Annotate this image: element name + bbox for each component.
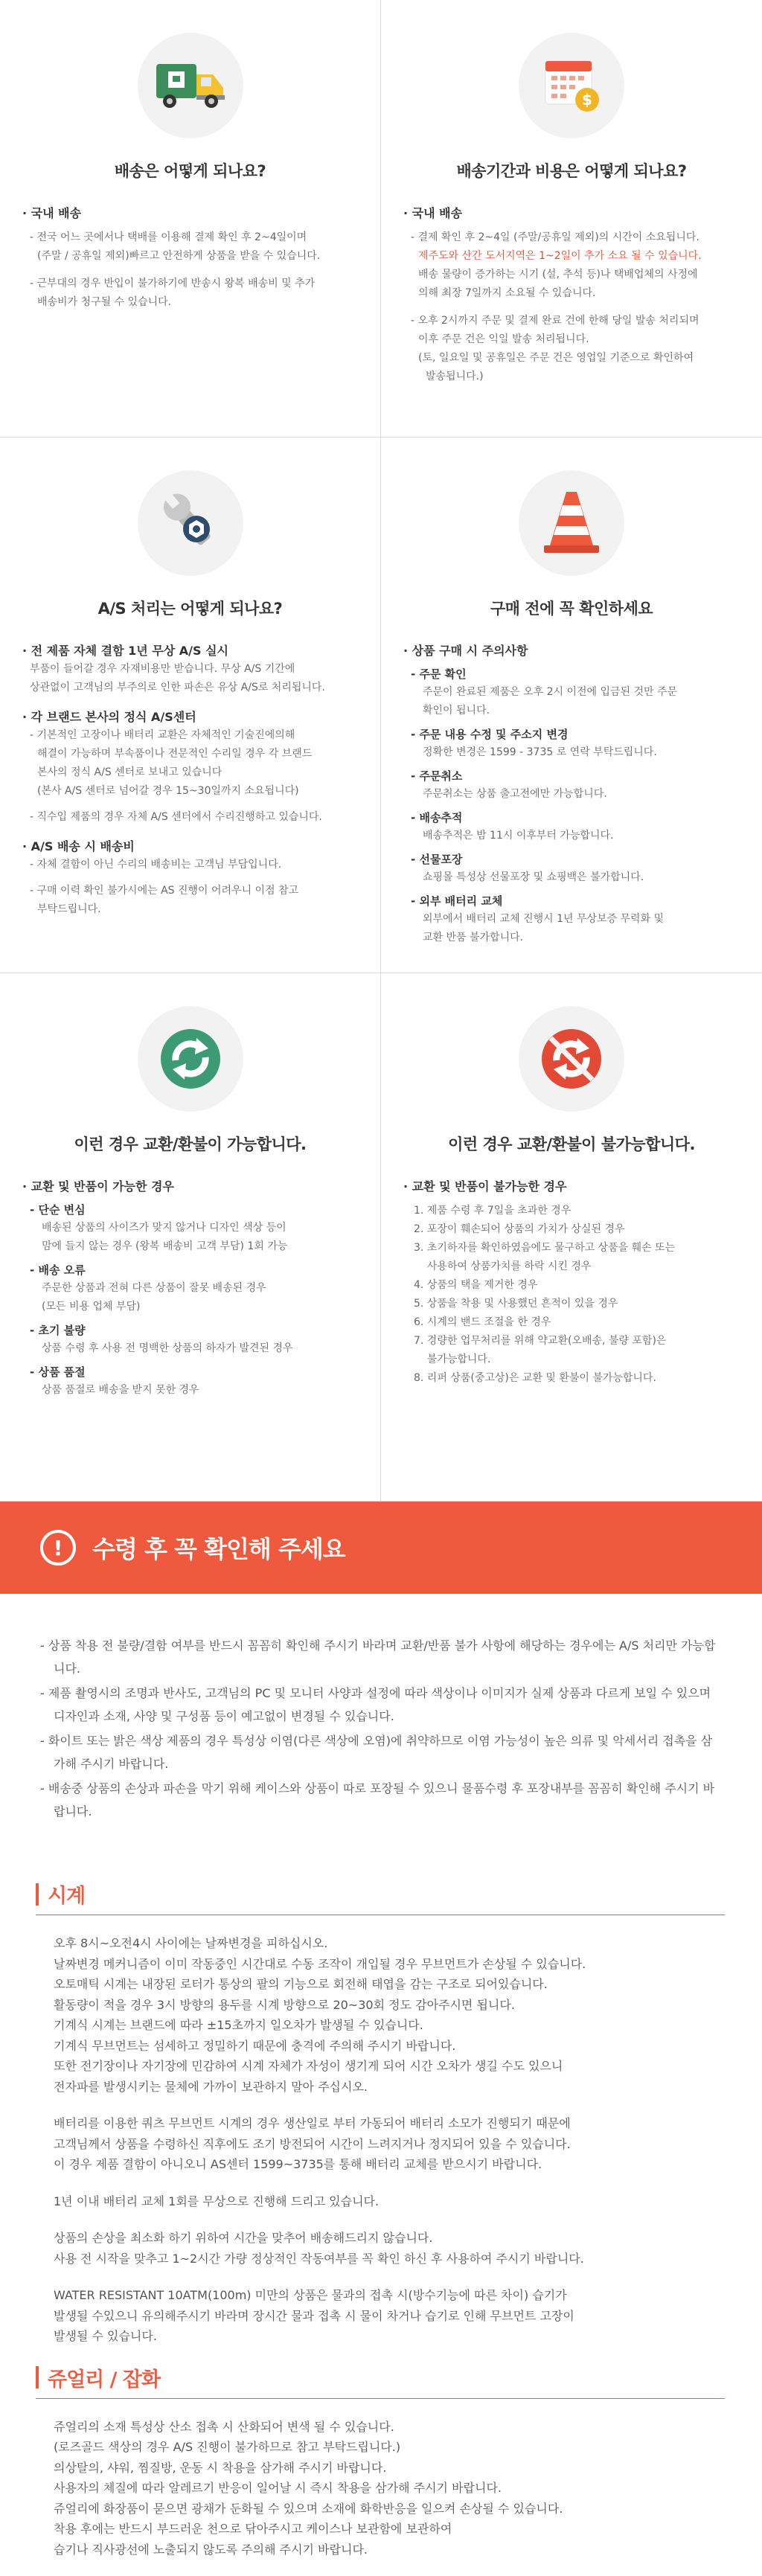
exchange-ok-sub-body (22, 1279, 358, 1316)
exchange-ok-line: 배송된 상품의 사이즈가 맞지 않거나 디자인 색상 등이 (42, 1222, 286, 1234)
watch-section-header (36, 1880, 725, 1915)
notice-item: - 상품 착용 전 불량/결함 여부를 반드시 꼼꼼히 확인해 주시기 바라며 교환/반품 불가 사항에 해당하는 경우에는 A/S 처리만 가능합니다. (40, 1638, 716, 1676)
period-section-title: · 국내 배송 (403, 206, 463, 220)
exchange-ok-line: (모든 비용 업체 부담) (42, 1301, 141, 1313)
exchange-ok-line: 주문한 상품과 전혀 다른 상품이 잘못 배송된 경우 (42, 1282, 266, 1294)
jewelry-section-title: 쥬얼리 / 잡화 (48, 2368, 161, 2391)
exchange-no-item: 3. 초기하자를 확인하였음에도 물구하고 상품을 훼손 또는 (414, 1242, 676, 1254)
jewelry-line: (로즈골드 색상의 경우 A/S 진행이 불가하므로 참고 부탁드립니다.) (54, 2440, 401, 2454)
notice-item: - 배송중 상품의 손상과 파손을 막기 위해 케이스와 상품이 따로 포장될 수 있으니 물품수령 후 포장내부를 꼼꼼히 확인해 주시기 바랍니다. (40, 1781, 715, 1819)
exchange-no-item: 7. 경량한 업무처리를 위해 약교환(오배송, 불량 포함)은 (414, 1335, 667, 1347)
as-section2-title: · 각 브랜드 본사의 정식 A/S센터 (22, 710, 196, 724)
delivery-line: (주말 / 공휴일 제외)빠르고 안전하게 상품을 받을 수 있습니다. (37, 250, 321, 262)
exchange-no-item: 6. 시계의 밴드 조절을 한 경우 (414, 1316, 551, 1328)
exchange-no-panel (381, 973, 762, 1502)
svg-text:$: $ (582, 91, 592, 109)
period-item (403, 312, 740, 386)
watch-line: 사용 전 시작을 맞추고 1~2시간 가량 정상적인 작동여부를 꼭 확인 하신 후 사용하여 주시기 바랍니다. (54, 2251, 584, 2266)
period-line: 의해 최장 7일까지 소요될 수 있습니다. (418, 287, 596, 299)
section-bar (36, 1883, 39, 1906)
refresh-prohibited-icon (519, 1006, 624, 1112)
check-sub-title: - 배송추적 (411, 811, 463, 824)
exchange-no-item: 사용하여 상품가치를 하락 시킨 경우 (414, 1260, 592, 1272)
as-line: - 기본적인 고장이나 배터리 교환은 자체적인 기술진에의해 (30, 729, 295, 741)
exchange-no-item: 8. 리퍼 상품(중고상)은 교환 및 환불이 불가능합니다. (414, 1372, 656, 1384)
watch-line: WATER RESISTANT 10ATM(100m) 미만의 상품은 물과의 접촉 시(방수기능에 따른 차이) 습기가 (54, 2288, 567, 2302)
as-line: - 직수입 제품의 경우 자체 A/S 센터에서 수리진행하고 있습니다. (30, 811, 322, 823)
jewelry-line: 사용자의 체질에 따라 알레르기 반응이 일어날 시 즉시 착용을 삼가해 주시기 바랍니다. (54, 2481, 502, 2495)
check-sub-title: - 외부 배터리 교체 (411, 894, 503, 908)
as-line: (본사 A/S 센터로 넘어갈 경우 15~30일까지 소요됩니다) (37, 785, 299, 797)
truck-icon (138, 33, 243, 138)
exchange-no-item: 2. 포장이 훼손되어 상품의 가치가 상실된 경우 (414, 1223, 625, 1235)
watch-paragraph (54, 1933, 725, 2097)
exchange-no-list (403, 1202, 740, 1388)
delivery-panel (0, 0, 381, 438)
exchange-ok-sub-title: - 초기 불량 (30, 1324, 86, 1337)
watch-line: 오후 8시~오전4시 사이에는 날짜변경을 피하십시오. (54, 1936, 328, 1950)
watch-line: 또한 전기장이나 자기장에 민감하여 시계 자체가 자성이 생기게 되어 시간 오차가 생길 수도 있으니 (54, 2059, 563, 2073)
delivery-section-title: · 국내 배송 (22, 206, 82, 220)
jewelry-paragraph (54, 2417, 725, 2560)
as-line: 본사의 정식 A/S 센터로 보내고 있습니다 (37, 766, 222, 778)
watch-line: 상품의 손상을 최소화 하기 위하여 시간을 맞추어 배송해드리지 않습니다. (54, 2231, 433, 2245)
jewelry-line: 쥬얼리에 화장품이 묻으면 광채가 둔화될 수 있으며 소재에 화학반응을 일으켜 손상될 수 있습니다. (54, 2501, 563, 2516)
exchange-ok-sub-title: - 배송 오류 (30, 1263, 86, 1277)
watch-line: 기계식 시계는 브랜드에 따라 ±15초까지 일오차가 발생될 수 있습니다. (54, 2018, 423, 2032)
delivery-line: - 전국 어느 곳에서나 택배를 이용해 결제 확인 후 2~4일이며 (30, 231, 307, 243)
check-line: 외부에서 배터리 교체 진행시 1년 무상보증 무력화 및 (423, 913, 665, 925)
jewelry-section-body (0, 2399, 762, 2560)
check-panel (381, 438, 762, 973)
as-item (22, 856, 358, 919)
period-panel (381, 0, 762, 438)
watch-line: 발생될 수 있습니다. (54, 2329, 157, 2343)
as-line: 부품이 들어갈 경우 자재비용만 받습니다. 무상 A/S 기간에 (30, 663, 295, 675)
exchange-ok-sub-body (22, 1381, 358, 1400)
watch-line: 이 경우 제품 결함이 아니오니 AS센터 1599~3735를 통해 배터리 교체를 받으시기 바랍니다. (54, 2157, 542, 2171)
watch-paragraph (54, 2113, 725, 2175)
exclamation-icon: ! (40, 1530, 76, 1566)
check-line: 주문취소는 상품 출고전에만 가능합니다. (423, 788, 607, 800)
check-line: 주문이 완료된 제품은 오후 2시 이전에 입금된 것만 주문 (423, 686, 678, 698)
watch-paragraph (54, 2285, 725, 2347)
exchange-no-item: 4. 상품의 택을 제거한 경우 (414, 1279, 538, 1291)
check-sub-title: - 선물포장 (411, 853, 463, 866)
exchange-no-item: 불가능합니다. (414, 1353, 491, 1365)
notice-banner (0, 1502, 762, 1594)
as-title: A/S 처리는 어떻게 되나요? (97, 600, 283, 618)
check-line: 쇼핑몰 특성상 선물포장 및 쇼핑백은 불가합니다. (423, 871, 644, 883)
delivery-item (22, 228, 358, 266)
check-line: 확인이 됩니다. (423, 705, 490, 717)
exchange-ok-panel (0, 973, 381, 1502)
period-line: (토, 일요일 및 공휴일은 주문 건은 영업일 기준으로 확인하여 (418, 352, 694, 364)
period-line: 발송됩니다.) (426, 371, 484, 382)
check-sub-title: - 주문 확인 (411, 667, 467, 681)
check-sub-body (403, 743, 740, 762)
banner-title: 수령 후 꼭 확인해 주세요 (92, 1535, 345, 1563)
refresh-green-icon (138, 1006, 243, 1112)
watch-line: 1년 이내 배터리 교체 1회를 무상으로 진행해 드리고 있습니다. (54, 2194, 380, 2208)
watch-section-title: 시계 (48, 1885, 86, 1908)
exchange-no-title: 이런 경우 교환/환불이 불가능합니다. (448, 1135, 695, 1153)
exchange-no-item: 1. 제품 수령 후 7일을 초과한 경우 (414, 1205, 572, 1217)
exchange-ok-sub-body (22, 1219, 358, 1256)
exchange-ok-sub-body (22, 1339, 358, 1358)
period-line: 배송 물량이 증가하는 시기 (설, 추석 등)나 택배업체의 사정에 (418, 269, 698, 281)
check-sub (403, 666, 740, 947)
watch-line: 날짜변경 메커니즘이 이미 작동중인 시간대로 수동 조작이 개입될 경우 무브먼트가 손상될 수 있습니다. (54, 1956, 586, 1971)
as-panel (0, 438, 381, 973)
exchange-ok-line: 맘에 들지 않는 경우 (왕복 배송비 고객 부담) 1회 가능 (42, 1240, 288, 1252)
check-line: 교환 반품 불가합니다. (423, 932, 524, 943)
watch-line: 고객님께서 상품을 수령하신 직후에도 조기 방전되어 시간이 느려지거나 정지되어 있을 수 있습니다. (54, 2136, 571, 2151)
watch-line: 배터리를 이용한 쿼츠 무브먼트 시계의 경우 생산일로 부터 가동되어 배터리 소모가 진행되기 때문에 (54, 2116, 571, 2130)
jewelry-section-header (36, 2363, 725, 2399)
as-line: - 구매 이력 확인 불가시에는 AS 진행이 어려우니 이점 참고 (30, 885, 299, 897)
as-line: 상관없이 고객님의 부주의로 인한 파손은 유상 A/S로 처리됩니다. (30, 682, 325, 693)
watch-line: 오토매틱 시계는 내장된 로터가 통상의 팔의 기능으로 회전해 태엽을 감는 구조로 되어있습니다. (54, 1977, 548, 1991)
check-line: 배송추적은 밤 11시 이후부터 가능합니다. (423, 830, 614, 842)
exchange-no-section-title: · 교환 및 반품이 불가능한 경우 (403, 1179, 567, 1194)
as-item (22, 726, 358, 827)
period-line-red: 제주도와 산간 도서지역은 1~2일이 추가 소요 될 수 있습니다. (418, 250, 702, 262)
check-sub-body (403, 785, 740, 804)
section-bar (36, 2366, 39, 2388)
watch-line: 발생될 수있으니 유의해주시기 바라며 장시간 물과 접촉 시 물이 차거나 습기로 인해 무브먼트 고장이 (54, 2308, 574, 2323)
check-sub-body (403, 868, 740, 887)
watch-paragraph (54, 2191, 725, 2212)
calendar-coin-icon (519, 33, 624, 138)
as-line: - 자체 결함이 아닌 수리의 배송비는 고객님 부담입니다. (30, 859, 282, 871)
check-sub-body (403, 910, 740, 947)
period-title: 배송기간과 비용은 어떻게 되나요? (456, 162, 687, 180)
jewelry-line: 의상탈의, 샤워, 찜질방, 운동 시 착용을 삼가해 주시기 바랍니다. (54, 2460, 387, 2475)
jewelry-line: 착용 후에는 반드시 부드러운 천으로 닦아주시고 케이스나 보관함에 보관하여 (54, 2522, 452, 2536)
notice-list (0, 1594, 762, 1854)
check-sub-body (403, 683, 740, 720)
period-line: - 결제 확인 후 2~4일 (주말/공휴일 제외)의 시간이 소요됩니다. (411, 231, 699, 243)
period-item (403, 228, 740, 303)
check-section-title: · 상품 구매 시 주의사항 (403, 644, 528, 658)
watch-line: 기계식 무브먼트는 섬세하고 정밀하기 때문에 충격에 주의해 주시기 바랍니다. (54, 2038, 456, 2053)
exchange-ok-title: 이런 경우 교환/환불이 가능합니다. (74, 1135, 307, 1153)
watch-section-body (0, 1915, 762, 2347)
exchange-ok-line: 상품 품절로 배송을 받지 못한 경우 (42, 1384, 199, 1396)
as-line: 부탁드립니다. (37, 903, 101, 915)
as-line: 해결이 가능하며 부속품이나 전문적인 수리일 경우 각 브랜드 (37, 748, 313, 760)
as-section1-title: · 전 제품 자체 결함 1년 무상 A/S 실시 (22, 644, 228, 658)
notice-item: - 제품 촬영시의 조명과 반사도, 고객님의 PC 및 모니터 사양과 설정에 따라 색상이나 이미지가 실제 상품과 다르게 보일 수 있으며 디자인과 소재, 사양 및 구성품 등이 예고없이 변경될 수 있습니다. (40, 1686, 711, 1723)
exchange-no-item: 5. 상품을 착용 및 사용했던 흔적이 있을 경우 (414, 1298, 618, 1310)
watch-line: 활동량이 적을 경우 3시 방향의 용두를 시계 방향으로 20~30회 정도 감아주시면 됩니다. (54, 1997, 515, 2012)
check-sub-body (403, 827, 740, 845)
as-section3-title: · A/S 배송 시 배송비 (22, 839, 135, 853)
delivery-line: 배송비가 청구될 수 있습니다. (37, 296, 172, 308)
watch-paragraph (54, 2228, 725, 2269)
check-title: 구매 전에 꼭 확인하세요 (490, 600, 653, 618)
delivery-item (22, 275, 358, 312)
watch-line: 전자파를 발생시키는 물체에 가까이 보관하지 말아 주십시오. (54, 2079, 368, 2094)
exchange-ok-section-title: · 교환 및 반품이 가능한 경우 (22, 1179, 174, 1194)
exchange-ok-sub-title: - 상품 품절 (30, 1365, 86, 1379)
wrench-icon (138, 470, 243, 576)
exchange-ok-sub-title: - 단순 변심 (30, 1203, 86, 1217)
check-sub-title: - 주문 내용 수정 및 주소지 변경 (411, 728, 569, 741)
period-line: 이후 주문 건은 익일 발송 처리됩니다. (418, 333, 589, 345)
delivery-line: - 근부대의 경우 반입이 불가하기에 반송시 왕복 배송비 및 추가 (30, 278, 316, 289)
check-line: 정확한 변경은 1599 - 3735 로 연락 부탁드립니다. (423, 746, 657, 758)
jewelry-line: 습기나 직사광선에 노출되지 않도록 주의해 주시기 바랍니다. (54, 2542, 368, 2557)
traffic-cone-icon (519, 470, 624, 576)
notice-item: - 화이트 또는 밝은 색상 제품의 경우 특성상 이염(다른 색상에 오염)에 취약하므로 이염 가능성이 높은 의류 및 악세서리 접촉을 삼가해 주시기 바랍니다. (40, 1734, 713, 1771)
delivery-title: 배송은 어떻게 되나요? (114, 162, 266, 180)
as-item (22, 660, 358, 697)
exchange-ok-line: 상품 수령 후 사용 전 명백한 상품의 하자가 발견된 경우 (42, 1342, 293, 1354)
check-sub-title: - 주문취소 (411, 769, 463, 783)
jewelry-line: 쥬얼리의 소재 특성상 산소 접촉 시 산화되어 변색 될 수 있습니다. (54, 2419, 394, 2434)
period-line: - 오후 2시까지 주문 및 결제 완료 건에 한해 당일 발송 처리되며 (411, 315, 699, 327)
